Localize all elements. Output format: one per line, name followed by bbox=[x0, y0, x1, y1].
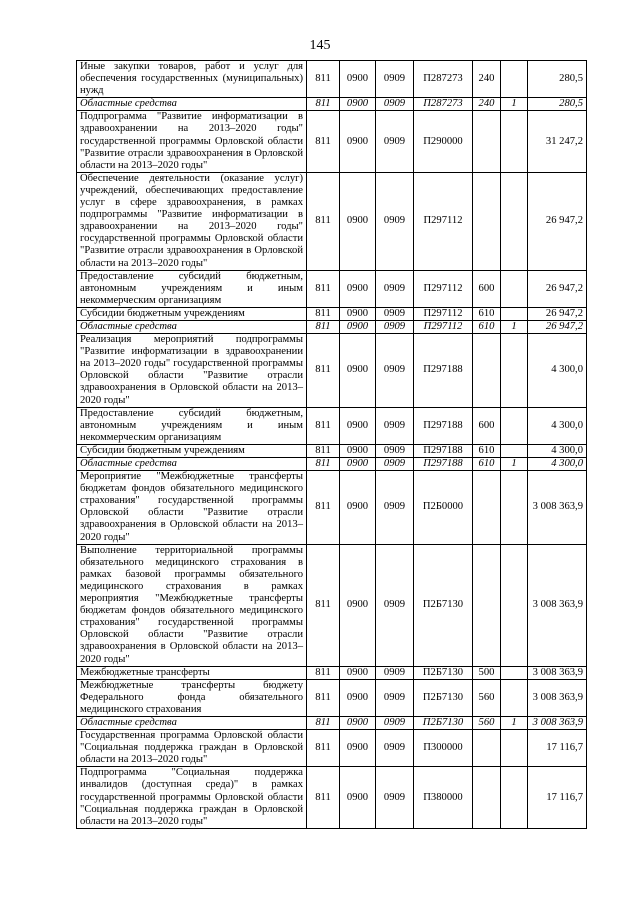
cell-ministry-code: 811 bbox=[307, 334, 340, 408]
cell-target-item-code: П297112 bbox=[414, 172, 473, 270]
cell-expense-type-code: 600 bbox=[473, 270, 501, 307]
cell-amount: 4 300,0 bbox=[528, 458, 587, 471]
cell-funding-source bbox=[501, 730, 528, 767]
cell-ministry-code: 811 bbox=[307, 98, 340, 111]
table-row bbox=[77, 767, 587, 828]
cell-ministry-code: 811 bbox=[307, 172, 340, 270]
cell-target-item-code: П297112 bbox=[414, 320, 473, 333]
table-row bbox=[77, 444, 587, 457]
cell-name: Реализация мероприятий подпрограммы "Развитие информатизации в здравоохранении на 2013–2020 годы" государственной программы Орловской области "Развитие отрасли здравоохранения в Орловской области на 2013–2020 годы" bbox=[77, 334, 307, 408]
table-row bbox=[77, 307, 587, 320]
cell-name: Субсидии бюджетным учреждениям bbox=[77, 307, 307, 320]
cell-ministry-code: 811 bbox=[307, 679, 340, 716]
cell-expense-type-code: 610 bbox=[473, 307, 501, 320]
cell-target-item-code: П2Б7130 bbox=[414, 666, 473, 679]
cell-funding-source bbox=[501, 407, 528, 444]
cell-funding-source bbox=[501, 172, 528, 270]
cell-amount: 4 300,0 bbox=[528, 444, 587, 457]
cell-name: Иные закупки товаров, работ и услуг для обеспечения государственных (муниципальных) нужд bbox=[77, 61, 307, 98]
cell-expense-type-code: 600 bbox=[473, 407, 501, 444]
cell-subsection-code: 0909 bbox=[376, 767, 414, 828]
cell-ministry-code: 811 bbox=[307, 270, 340, 307]
cell-section-code: 0900 bbox=[340, 307, 376, 320]
cell-name: Обеспечение деятельности (оказание услуг) учреждений, обеспечивающих предоставление услуг в сфере здравоохранения, в рамках подпрограммы "Развитие информатизации в здравоохранении на 2013–2020 годы" государственной программы Орловской области "Развитие отрасли здравоохранения в Орловской области на 2013–2020 годы" bbox=[77, 172, 307, 270]
cell-section-code: 0900 bbox=[340, 544, 376, 666]
table-row bbox=[77, 334, 587, 408]
cell-section-code: 0900 bbox=[340, 334, 376, 408]
cell-funding-source bbox=[501, 334, 528, 408]
cell-subsection-code: 0909 bbox=[376, 61, 414, 98]
cell-section-code: 0900 bbox=[340, 111, 376, 172]
cell-amount: 17 116,7 bbox=[528, 730, 587, 767]
table-row bbox=[77, 111, 587, 172]
table-row bbox=[77, 730, 587, 767]
table-row bbox=[77, 679, 587, 716]
cell-name: Предоставление субсидий бюджетным, автономным учреждениям и иным некоммерческим организациям bbox=[77, 407, 307, 444]
cell-name: Областные средства bbox=[77, 716, 307, 729]
table-row bbox=[77, 458, 587, 471]
table-row bbox=[77, 98, 587, 111]
cell-target-item-code: П297188 bbox=[414, 444, 473, 457]
cell-subsection-code: 0909 bbox=[376, 730, 414, 767]
cell-ministry-code: 811 bbox=[307, 716, 340, 729]
cell-expense-type-code: 610 bbox=[473, 458, 501, 471]
cell-funding-source bbox=[501, 544, 528, 666]
cell-funding-source bbox=[501, 111, 528, 172]
table-row bbox=[77, 320, 587, 333]
cell-amount: 4 300,0 bbox=[528, 334, 587, 408]
cell-amount: 17 116,7 bbox=[528, 767, 587, 828]
cell-expense-type-code bbox=[473, 767, 501, 828]
cell-expense-type-code: 610 bbox=[473, 444, 501, 457]
table-row bbox=[77, 61, 587, 98]
cell-ministry-code: 811 bbox=[307, 111, 340, 172]
cell-name: Предоставление субсидий бюджетным, автономным учреждениям и иным некоммерческим организациям bbox=[77, 270, 307, 307]
cell-section-code: 0900 bbox=[340, 444, 376, 457]
cell-amount: 3 008 363,9 bbox=[528, 716, 587, 729]
cell-target-item-code: П297112 bbox=[414, 270, 473, 307]
cell-section-code: 0900 bbox=[340, 716, 376, 729]
cell-funding-source bbox=[501, 270, 528, 307]
cell-name: Областные средства bbox=[77, 98, 307, 111]
table-row bbox=[77, 471, 587, 545]
cell-name: Подпрограмма "Развитие информатизации в здравоохранении на 2013–2020 годы" государственной программы Орловской области "Развитие отрасли здравоохранения в Орловской области на 2013–2020 годы" bbox=[77, 111, 307, 172]
table-row bbox=[77, 666, 587, 679]
cell-section-code: 0900 bbox=[340, 471, 376, 545]
cell-target-item-code: П2Б7130 bbox=[414, 679, 473, 716]
cell-expense-type-code: 560 bbox=[473, 679, 501, 716]
cell-name: Областные средства bbox=[77, 458, 307, 471]
cell-amount: 26 947,2 bbox=[528, 320, 587, 333]
cell-target-item-code: П297188 bbox=[414, 407, 473, 444]
cell-funding-source bbox=[501, 767, 528, 828]
cell-funding-source bbox=[501, 444, 528, 457]
cell-target-item-code: П300000 bbox=[414, 730, 473, 767]
cell-section-code: 0900 bbox=[340, 407, 376, 444]
cell-ministry-code: 811 bbox=[307, 444, 340, 457]
cell-amount: 26 947,2 bbox=[528, 172, 587, 270]
cell-subsection-code: 0909 bbox=[376, 98, 414, 111]
cell-subsection-code: 0909 bbox=[376, 270, 414, 307]
cell-subsection-code: 0909 bbox=[376, 111, 414, 172]
cell-amount: 3 008 363,9 bbox=[528, 544, 587, 666]
cell-funding-source: 1 bbox=[501, 716, 528, 729]
cell-ministry-code: 811 bbox=[307, 320, 340, 333]
cell-target-item-code: П290000 bbox=[414, 111, 473, 172]
cell-subsection-code: 0909 bbox=[376, 458, 414, 471]
cell-funding-source: 1 bbox=[501, 458, 528, 471]
cell-subsection-code: 0909 bbox=[376, 407, 414, 444]
cell-expense-type-code bbox=[473, 111, 501, 172]
cell-amount: 3 008 363,9 bbox=[528, 471, 587, 545]
cell-funding-source bbox=[501, 471, 528, 545]
cell-expense-type-code: 610 bbox=[473, 320, 501, 333]
cell-subsection-code: 0909 bbox=[376, 172, 414, 270]
cell-target-item-code: П287273 bbox=[414, 61, 473, 98]
cell-ministry-code: 811 bbox=[307, 458, 340, 471]
cell-ministry-code: 811 bbox=[307, 730, 340, 767]
cell-funding-source bbox=[501, 307, 528, 320]
cell-section-code: 0900 bbox=[340, 679, 376, 716]
cell-amount: 26 947,2 bbox=[528, 307, 587, 320]
cell-section-code: 0900 bbox=[340, 458, 376, 471]
cell-ministry-code: 811 bbox=[307, 666, 340, 679]
cell-section-code: 0900 bbox=[340, 767, 376, 828]
cell-subsection-code: 0909 bbox=[376, 666, 414, 679]
cell-name: Субсидии бюджетным учреждениям bbox=[77, 444, 307, 457]
cell-subsection-code: 0909 bbox=[376, 471, 414, 545]
cell-expense-type-code: 560 bbox=[473, 716, 501, 729]
cell-ministry-code: 811 bbox=[307, 544, 340, 666]
table-row bbox=[77, 270, 587, 307]
cell-amount: 26 947,2 bbox=[528, 270, 587, 307]
cell-target-item-code: П297188 bbox=[414, 334, 473, 408]
cell-funding-source: 1 bbox=[501, 98, 528, 111]
cell-subsection-code: 0909 bbox=[376, 544, 414, 666]
cell-subsection-code: 0909 bbox=[376, 320, 414, 333]
cell-ministry-code: 811 bbox=[307, 471, 340, 545]
cell-name: Государственная программа Орловской области "Социальная поддержка граждан в Орловской области на 2013–2020 годы" bbox=[77, 730, 307, 767]
cell-name: Мероприятие "Межбюджетные трансферты бюджетам фондов обязательного медицинского страхования" государственной программы Орловской области "Развитие отрасли здравоохранения в Орловской области на 2013–2020 годы" bbox=[77, 471, 307, 545]
cell-expense-type-code bbox=[473, 730, 501, 767]
cell-expense-type-code: 500 bbox=[473, 666, 501, 679]
cell-ministry-code: 811 bbox=[307, 307, 340, 320]
cell-expense-type-code: 240 bbox=[473, 98, 501, 111]
cell-section-code: 0900 bbox=[340, 61, 376, 98]
cell-subsection-code: 0909 bbox=[376, 444, 414, 457]
cell-target-item-code: П287273 bbox=[414, 98, 473, 111]
table-row bbox=[77, 172, 587, 270]
cell-target-item-code: П2Б7130 bbox=[414, 716, 473, 729]
cell-subsection-code: 0909 bbox=[376, 716, 414, 729]
cell-section-code: 0900 bbox=[340, 666, 376, 679]
page-number: 145 bbox=[309, 38, 331, 53]
table-row bbox=[77, 716, 587, 729]
cell-name: Выполнение территориальной программы обязательного медицинского страхования в рамках базовой программы обязательного медицинского страхования в рамках мероприятия "Межбюджетные трансферты бюджетам фондов обязательного медицинского страхования" государственной программы Орловской области "Развитие отрасли здравоохранения в Орловской области на 2013–2020 годы" bbox=[77, 544, 307, 666]
cell-ministry-code: 811 bbox=[307, 767, 340, 828]
cell-funding-source bbox=[501, 679, 528, 716]
cell-target-item-code: П2Б7130 bbox=[414, 544, 473, 666]
cell-funding-source: 1 bbox=[501, 320, 528, 333]
cell-target-item-code: П297188 bbox=[414, 458, 473, 471]
budget-table bbox=[76, 60, 587, 829]
cell-section-code: 0900 bbox=[340, 320, 376, 333]
cell-expense-type-code bbox=[473, 334, 501, 408]
cell-section-code: 0900 bbox=[340, 172, 376, 270]
cell-name: Межбюджетные трансферты бюджету Федерального фонда обязательного медицинского страхования bbox=[77, 679, 307, 716]
table-row bbox=[77, 544, 587, 666]
cell-funding-source bbox=[501, 61, 528, 98]
cell-expense-type-code bbox=[473, 471, 501, 545]
cell-section-code: 0900 bbox=[340, 270, 376, 307]
cell-name: Межбюджетные трансферты bbox=[77, 666, 307, 679]
cell-section-code: 0900 bbox=[340, 730, 376, 767]
cell-name: Подпрограмма "Социальная поддержка инвалидов (доступная среда)" в рамках государственной программы Орловской области "Социальная поддержка граждан в Орловской области на 2013–2020 годы" bbox=[77, 767, 307, 828]
cell-amount: 31 247,2 bbox=[528, 111, 587, 172]
cell-name: Областные средства bbox=[77, 320, 307, 333]
cell-target-item-code: П2Б0000 bbox=[414, 471, 473, 545]
cell-amount: 3 008 363,9 bbox=[528, 666, 587, 679]
cell-target-item-code: П297112 bbox=[414, 307, 473, 320]
cell-amount: 3 008 363,9 bbox=[528, 679, 587, 716]
cell-section-code: 0900 bbox=[340, 98, 376, 111]
table-row bbox=[77, 407, 587, 444]
cell-funding-source bbox=[501, 666, 528, 679]
cell-expense-type-code bbox=[473, 544, 501, 666]
cell-expense-type-code: 240 bbox=[473, 61, 501, 98]
cell-subsection-code: 0909 bbox=[376, 679, 414, 716]
cell-ministry-code: 811 bbox=[307, 61, 340, 98]
cell-subsection-code: 0909 bbox=[376, 307, 414, 320]
cell-target-item-code: П380000 bbox=[414, 767, 473, 828]
cell-amount: 280,5 bbox=[528, 98, 587, 111]
cell-expense-type-code bbox=[473, 172, 501, 270]
cell-amount: 4 300,0 bbox=[528, 407, 587, 444]
cell-ministry-code: 811 bbox=[307, 407, 340, 444]
cell-subsection-code: 0909 bbox=[376, 334, 414, 408]
cell-amount: 280,5 bbox=[528, 61, 587, 98]
